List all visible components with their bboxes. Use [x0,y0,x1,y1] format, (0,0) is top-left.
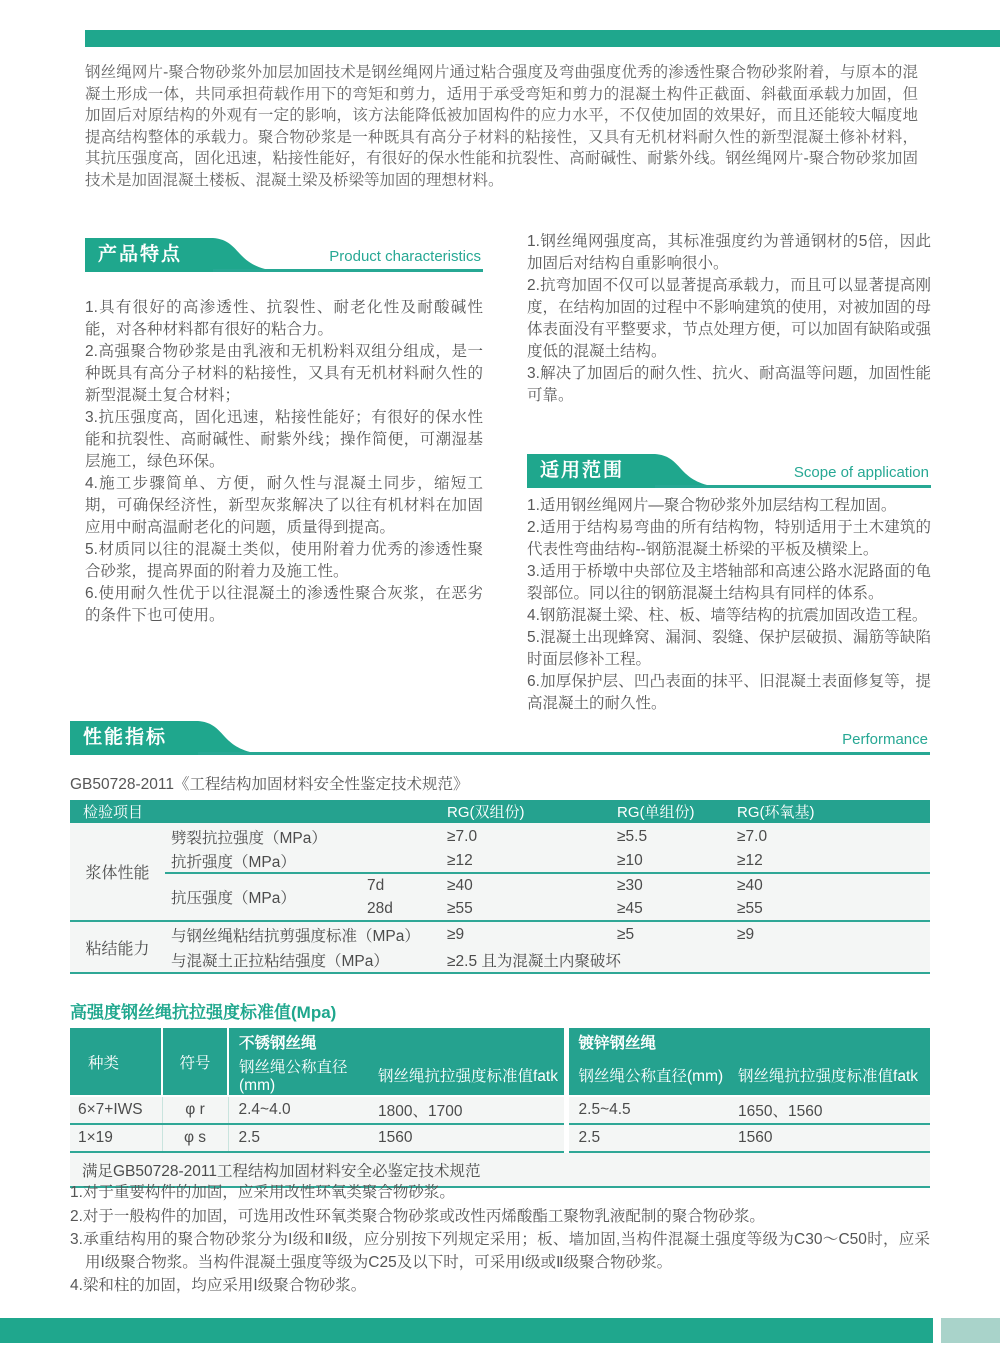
group-cell: 浆体性能 [70,823,165,921]
label-cell: 抗折强度（MPa） [165,850,445,873]
table-cell: 1560 [736,1124,930,1152]
table-cell: 6×7+IWS [70,1096,162,1124]
value-cell: ≥10 [615,850,735,873]
table-header-cell: RG(单组份) [615,800,735,823]
table-note: 满足GB50728-2011工程结构加固材料安全必鉴定技术规范 [70,1152,930,1187]
list-item: 2.抗弯加固不仅可以显著提高承载力，而且可以显著提高刚度，在结构加固的过程中不影响建筑的使用，对被加固的母体表面没有平整要求，节点处理方便，可以加固有缺陷或强度低的混凝土结构。 [527,277,931,360]
sub-header-cell: 钢丝绳抗拉强度标准值fatk [376,1055,566,1096]
section-title-cn: 产品特点 [85,238,213,272]
footnotes [70,1182,930,1299]
table-cell: 1560 [376,1124,566,1152]
table-cell: φ s [162,1124,228,1152]
bottom-accent-bar [0,1318,933,1343]
age-cell: 28d [365,897,445,921]
list-item: 2.高强聚合物砂浆是由乳液和无机粉料双组分组成，是一种既具有高分子材料的粘接性，又具有无机材料耐久性的新型混凝土复合材料； [85,343,483,404]
header-swoosh-shape [213,238,265,269]
age-cell: 7d [367,876,385,894]
label-cell: 与混凝土正拉粘结强度（MPa） [165,948,445,973]
scope-of-application-header [527,454,931,488]
value-cell: ≥30 [617,876,643,894]
list-item: 4.钢筋混凝土梁、柱、板、墙等结构的抗震加固改造工程。 [527,607,928,624]
standard-reference: GB50728-2011《工程结构加固材料安全性鉴定技术规范》 [70,776,469,793]
value-cell: ≥9 [737,926,755,943]
table-header-cell: 符号 [162,1028,228,1096]
header-underline [213,269,483,272]
value-cell: ≥12 [445,850,615,873]
group-header-cell: 镀锌钢丝绳 [566,1028,930,1055]
performance-table-wrap [70,800,930,974]
list-item: 3.解决了加固后的耐久性、抗火、耐高温等问题，加固性能可靠。 [527,365,931,404]
table-cell: 1800、1700 [376,1096,566,1124]
list-item: 1.具有很好的高渗透性、抗裂性、耐老化性及耐酸碱性能，对各种材料都有很好的粘合力。 [85,299,483,338]
product-characteristics-header [85,238,483,272]
table-cell: 2.5 [228,1124,376,1152]
table-cell: 2.5 [566,1124,736,1152]
label-cell: 劈裂抗拉强度（MPa） [171,829,327,847]
value-cell: ≥2.5 且为混凝土内聚破坏 [445,948,930,973]
footnote-item: 3.承重结构用的聚合物砂浆分为I级和Ⅱ级，应分别按下列规定采用；板、墙加固,当构件混凝土强度等级为C30～C50时，应采用I级聚合物浆。当构件混凝土强度等级为C25及以下时，可采用I级或Ⅱ级聚合物砂浆。 [70,1231,930,1271]
value-cell: ≥9 [447,926,465,943]
footnote-item: 1.对于重要构件的加固，应采用改性环氧类聚合物砂浆。 [70,1184,455,1201]
list-item: 3.抗压强度高，固化迅速，粘接性能好；有很好的保水性能和抗裂性、高耐碱性、耐紫外线；操作简便，可潮湿基层施工，绿色环保。 [85,409,483,470]
section-title-en: Performance [842,731,928,748]
table-header-cell: 检验项目 [70,800,445,823]
scope-list [527,495,931,715]
section-title-cn: 性能指标 [70,721,198,755]
tensile-table-wrap [70,1028,930,1188]
section-title-en: Product characteristics [329,248,481,265]
table-header-cell: RG(环氧基) [735,800,930,823]
table-cell: 2.5~4.5 [566,1096,736,1124]
sub-header-cell: 钢丝绳公称直径(mm) [566,1055,736,1096]
list-item: 1.钢丝绳网强度高，其标准强度约为普通钢材的5倍，因此加固后对结构自重影响很小。 [527,233,931,272]
value-cell: ≥55 [735,897,930,921]
table-header-cell: 种类 [70,1028,162,1096]
footnote-item: 4.梁和柱的加固，均应采用I级聚合物砂浆。 [70,1277,367,1294]
tensile-table-title: 高强度钢丝绳抗拉强度标准值(Mpa) [70,1003,337,1022]
list-item: 4.施工步骤简单、方便，耐久性与混凝土同步，缩短工期，可确保经济性，新型灰浆解决了以往有机材料在加固应用中耐高温耐老化的问题，质量得到提高。 [85,475,483,536]
header-underline [198,752,930,755]
value-cell: ≥55 [445,897,615,921]
table-cell: 1650、1560 [736,1096,930,1124]
product-feature-list [85,297,483,627]
list-item: 3.适用于桥墩中央部位及主塔轴部和高速公路水泥路面的龟裂部位。同以往的钢筋混凝土结构具有同样的体系。 [527,563,931,602]
value-cell: ≥7.0 [447,827,478,845]
list-item: 6.加厚保护层、凹凸表面的抹平、旧混凝土表面修复等，提高混凝土的耐久性。 [527,673,931,712]
sub-header-cell: 钢丝绳公称直径(mm) [228,1055,376,1096]
value-cell: ≥45 [615,897,735,921]
table-cell: φ r [162,1096,228,1124]
value-cell: ≥5 [617,926,635,943]
bottom-accent-bar-end [941,1318,1000,1343]
performance-table [70,800,930,974]
list-item: 5.材质同以往的混凝土类似，使用附着力优秀的渗透性聚合砂浆，提高界面的附着力及施工性。 [85,541,483,580]
table-cell: 2.4~4.0 [228,1096,376,1124]
label-cell: 抗压强度（MPa） [165,873,365,921]
value-cell: ≥12 [735,850,930,873]
header-swoosh-shape [198,721,250,752]
table-cell: 1×19 [70,1124,162,1152]
header-swoosh-shape [655,454,707,485]
group-header-cell: 不锈钢丝绳 [228,1028,566,1055]
intro-paragraph: 钢丝绳网片-聚合物砂浆外加层加固技术是钢丝绳网片通过粘合强度及弯曲强度优秀的渗透性聚合物砂浆附着，与原本的混凝土形成一体，共同承担荷载作用下的弯矩和剪力，适用于承受弯矩和剪力的混凝土构件正截面、斜截面承载力加固，但加固后对原结构的外观有一定的影响，该方法能降低被加固构件的应力水平，不仅使加固的效果好，而且还能较大幅度地提高结构整体的承载力。聚合物砂浆是一种既具有高分子材料的粘接性，又具有无机材料耐久性的新型混凝土修补材料，其抗压强度高，固化迅速，粘接性能好，有很好的保水性能和抗裂性、高耐碱性、耐紫外线。钢丝绳网片-聚合物砂浆加固技术是加固混凝土楼板、混凝土梁及桥梁等加固的理想材料。 [85,64,918,189]
tensile-table [70,1028,930,1188]
value-cell: ≥40 [737,876,763,894]
list-item: 1.适用钢丝绳网片—聚合物砂浆外加层结构工程加固。 [527,497,897,514]
label-cell: 与钢丝绳粘结抗剪强度标准（MPa） [171,928,420,945]
performance-header [70,721,930,755]
group-cell: 粘结能力 [70,921,165,973]
table-header-cell: RG(双组份) [445,800,615,823]
value-cell: ≥5.5 [617,827,648,845]
sub-header-cell: 钢丝绳抗拉强度标准值fatk [736,1055,930,1096]
list-item: 6.使用耐久性优于以往混凝土的渗透性聚合灰浆，在恶劣的条件下也可使用。 [85,585,483,624]
value-cell: ≥40 [447,876,473,894]
header-underline [655,485,931,488]
list-item: 2.适用于结构易弯曲的所有结构物，特别适用于土木建筑的代表性弯曲结构--钢筋混凝土桥梁的平板及横梁上。 [527,519,931,558]
section-title-cn: 适用范围 [527,454,655,488]
footnote-item: 2.对于一般构件的加固，可选用改性环氧类聚合物砂浆或改性丙烯酸酯工聚物乳液配制的聚合物砂浆。 [70,1207,765,1225]
value-cell: ≥7.0 [737,827,768,845]
top-accent-bar [85,30,1000,47]
highlight-list [527,231,931,407]
list-item: 5.混凝土出现蜂窝、漏洞、裂缝、保护层破损、漏筋等缺陷时面层修补工程。 [527,629,931,668]
section-title-en: Scope of application [793,464,929,481]
